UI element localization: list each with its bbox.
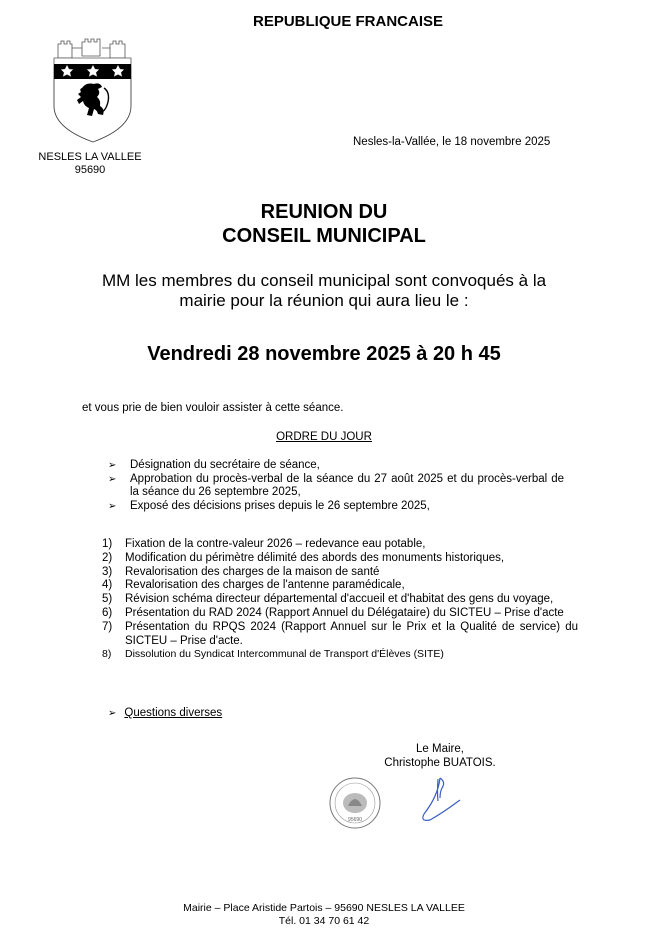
arrowhead-bullet-icon: ➢ (108, 708, 117, 719)
place-date: Nesles-la-Vallée, le 18 novembre 2025 (353, 136, 551, 148)
convocation-text (0, 271, 648, 311)
mayor-name: Christophe BUATOIS. (384, 757, 496, 769)
agenda-list (102, 538, 578, 662)
agenda-item (102, 538, 578, 552)
postal-code: 95690 (74, 164, 106, 176)
republic-heading: REPUBLIQUE FRANCAISE (253, 13, 444, 30)
agenda-item-text: Dissolution du Syndicat Intercommunal de Transport d'Élèves (SITE) (125, 648, 444, 661)
footer (0, 902, 648, 928)
agenda-item-text: Présentation du RPQS 2024 (Rapport Annuel sur le Prix et la Qualité de service) du SICTEU – Prise d'acte. (125, 620, 578, 647)
agenda-item-text: Révision schéma directeur départemental d'accueil et d'habitat des gens du voyage, (125, 593, 554, 606)
agenda-item (102, 607, 578, 621)
mayor-signature (418, 775, 468, 825)
arrowhead-bullet-icon: ➢ (108, 500, 117, 512)
intro-line-2: mairie pour la réunion qui aura lieu le : (179, 291, 469, 310)
agenda-item (102, 648, 578, 662)
agenda-item-number: 6) (102, 606, 113, 619)
title-line-2: CONSEIL MUNICIPAL (222, 225, 426, 247)
preliminary-item-text: Approbation du procès-verbal de la séance du 27 août 2025 et du procès-verbal de la séance du 26 septembre 2025, (130, 472, 564, 498)
intro-line-1: MM les membres du conseil municipal sont convoqués à la (101, 271, 547, 290)
questions-label: Questions diverses (124, 707, 223, 719)
agenda-item-text: Revalorisation des charges de la maison de santé (125, 565, 380, 578)
town-seal-icon (328, 776, 382, 830)
agenda-item (102, 566, 578, 580)
agenda-item-number: 3) (102, 565, 113, 578)
agenda-item-text: Fixation de la contre-valeur 2026 – redevance eau potable, (125, 538, 426, 550)
preliminary-item-text: Désignation du secrétaire de séance, (130, 459, 320, 471)
document-title (0, 200, 648, 248)
svg-text:95690: 95690 (348, 817, 362, 823)
arrowhead-bullet-icon: ➢ (108, 473, 117, 485)
agenda-item-number: 1) (102, 538, 113, 550)
town-label (20, 151, 160, 177)
agenda-item (102, 552, 578, 566)
preliminary-list (108, 459, 564, 513)
agenda-item (102, 593, 578, 607)
assist-text: et vous prie de bien vouloir assister à cette séance. (82, 402, 344, 414)
agenda-item-text: Modification du périmètre délimité des abords des monuments historiques, (125, 551, 505, 564)
agenda-item-text: Présentation du RAD 2024 (Rapport Annuel du Délégataire) du SICTEU – Prise d'acte (125, 606, 564, 619)
agenda-item-number: 8) (102, 648, 112, 661)
meeting-date: Vendredi 28 novembre 2025 à 20 h 45 (147, 343, 501, 365)
agenda-item-number: 2) (102, 551, 113, 564)
preliminary-item (108, 473, 564, 500)
footer-address: Mairie – Place Aristide Partois – 95690 NESLES LA VALLEE (183, 902, 465, 914)
signature-block (370, 742, 510, 770)
title-line-1: REUNION DU (260, 201, 388, 223)
questions-diverses (108, 707, 222, 719)
arrowhead-bullet-icon: ➢ (108, 460, 117, 471)
agenda-item (102, 579, 578, 593)
agenda-item-number: 4) (102, 579, 113, 592)
footer-phone: Tél. 01 34 70 61 42 (278, 915, 370, 927)
coat-of-arms-icon (52, 36, 134, 144)
agenda-item-text: Revalorisation des charges de l'antenne paramédicale, (125, 579, 405, 592)
preliminary-item-text: Exposé des décisions prises depuis le 26 septembre 2025, (130, 499, 430, 512)
town-name: NESLES LA VALLEE (38, 151, 142, 163)
agenda-item-number: 5) (102, 593, 113, 606)
agenda-item (102, 621, 578, 649)
agenda-item-number: 7) (102, 620, 113, 633)
preliminary-item (108, 500, 564, 514)
agenda-title: ORDRE DU JOUR (276, 431, 372, 443)
mayor-role: Le Maire, (416, 743, 464, 755)
preliminary-item (108, 459, 564, 473)
